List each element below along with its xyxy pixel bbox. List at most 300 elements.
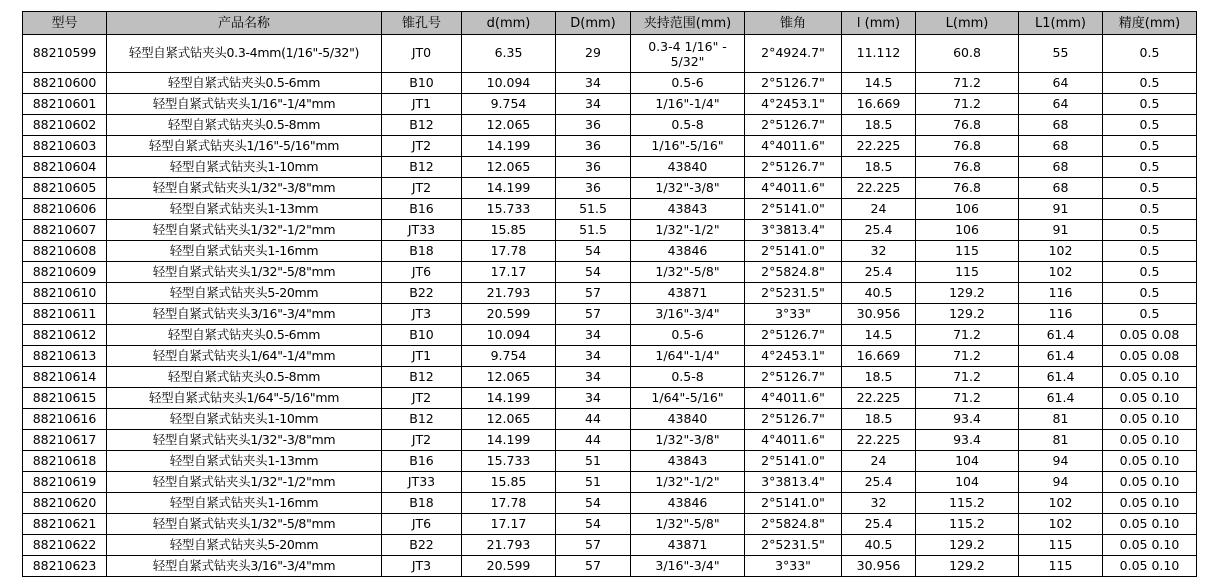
d-cell: 17.78 bbox=[462, 241, 556, 262]
l-cell: 30.956 bbox=[842, 304, 916, 325]
d-cell: 15.733 bbox=[462, 199, 556, 220]
product-name-cell: 轻型自紧式钻夹头1-13mm bbox=[107, 199, 382, 220]
l-cell: 14.5 bbox=[842, 73, 916, 94]
D-cell: 34 bbox=[556, 346, 631, 367]
L-cell: 104 bbox=[916, 472, 1019, 493]
taper-cell: B16 bbox=[382, 451, 462, 472]
d-cell: 12.065 bbox=[462, 115, 556, 136]
l-cell: 22.225 bbox=[842, 136, 916, 157]
d-cell: 10.094 bbox=[462, 73, 556, 94]
l-cell: 16.669 bbox=[842, 94, 916, 115]
precision-cell: 0.5 bbox=[1103, 136, 1197, 157]
L1-cell: 115 bbox=[1019, 535, 1103, 556]
L-cell: 115.2 bbox=[916, 493, 1019, 514]
D-cell: 44 bbox=[556, 430, 631, 451]
model-cell: 88210599 bbox=[23, 35, 107, 73]
taper-angle-cell: 4°4011.6" bbox=[745, 388, 842, 409]
clamp-range-cell: 1/32"-5/8" bbox=[631, 514, 745, 535]
precision-cell: 0.5 bbox=[1103, 73, 1197, 94]
taper-cell: B22 bbox=[382, 283, 462, 304]
col-header-L1: L1(mm) bbox=[1019, 12, 1103, 35]
clamp-range-cell: 43843 bbox=[631, 451, 745, 472]
taper-cell: JT2 bbox=[382, 136, 462, 157]
clamp-range-cell: 1/32"-1/2" bbox=[631, 472, 745, 493]
taper-cell: B18 bbox=[382, 493, 462, 514]
d-cell: 12.065 bbox=[462, 367, 556, 388]
clamp-range-cell: 1/32"-3/8" bbox=[631, 430, 745, 451]
precision-cell: 0.05 0.10 bbox=[1103, 367, 1197, 388]
taper-cell: B12 bbox=[382, 409, 462, 430]
taper-cell: JT0 bbox=[382, 35, 462, 73]
precision-cell: 0.5 bbox=[1103, 157, 1197, 178]
L-cell: 93.4 bbox=[916, 430, 1019, 451]
taper-angle-cell: 4°2453.1" bbox=[745, 94, 842, 115]
clamp-range-cell: 43840 bbox=[631, 157, 745, 178]
product-name-cell: 轻型自紧式钻夹头0.5-8mm bbox=[107, 115, 382, 136]
L1-cell: 68 bbox=[1019, 115, 1103, 136]
product-name-cell: 轻型自紧式钻夹头1/32"-1/2"mm bbox=[107, 472, 382, 493]
model-cell: 88210602 bbox=[23, 115, 107, 136]
d-cell: 17.17 bbox=[462, 514, 556, 535]
clamp-range-cell: 43846 bbox=[631, 241, 745, 262]
clamp-range-cell: 43846 bbox=[631, 493, 745, 514]
d-cell: 9.754 bbox=[462, 346, 556, 367]
d-cell: 20.599 bbox=[462, 304, 556, 325]
D-cell: 57 bbox=[556, 535, 631, 556]
D-cell: 54 bbox=[556, 262, 631, 283]
precision-cell: 0.5 bbox=[1103, 262, 1197, 283]
L1-cell: 116 bbox=[1019, 304, 1103, 325]
d-cell: 20.599 bbox=[462, 556, 556, 577]
col-header-L: L(mm) bbox=[916, 12, 1019, 35]
l-cell: 30.956 bbox=[842, 556, 916, 577]
D-cell: 51 bbox=[556, 451, 631, 472]
l-cell: 25.4 bbox=[842, 220, 916, 241]
L-cell: 104 bbox=[916, 451, 1019, 472]
precision-cell: 0.5 bbox=[1103, 304, 1197, 325]
clamp-range-cell: 43843 bbox=[631, 199, 745, 220]
precision-cell: 0.5 bbox=[1103, 241, 1197, 262]
model-cell: 88210616 bbox=[23, 409, 107, 430]
d-cell: 15.85 bbox=[462, 220, 556, 241]
L1-cell: 116 bbox=[1019, 283, 1103, 304]
model-cell: 88210617 bbox=[23, 430, 107, 451]
d-cell: 17.17 bbox=[462, 262, 556, 283]
taper-cell: JT2 bbox=[382, 178, 462, 199]
col-header-clamp-range: 夹持范围(mm) bbox=[631, 12, 745, 35]
L1-cell: 61.4 bbox=[1019, 325, 1103, 346]
taper-cell: JT33 bbox=[382, 220, 462, 241]
table-row bbox=[23, 535, 1197, 556]
L1-cell: 102 bbox=[1019, 493, 1103, 514]
l-cell: 40.5 bbox=[842, 283, 916, 304]
precision-cell: 0.5 bbox=[1103, 115, 1197, 136]
L1-cell: 61.4 bbox=[1019, 367, 1103, 388]
L-cell: 129.2 bbox=[916, 556, 1019, 577]
model-cell: 88210613 bbox=[23, 346, 107, 367]
col-header-taper: 锥孔号 bbox=[382, 12, 462, 35]
table-row bbox=[23, 220, 1197, 241]
L-cell: 76.8 bbox=[916, 157, 1019, 178]
clamp-range-cell: 1/16"-5/16" bbox=[631, 136, 745, 157]
model-cell: 88210603 bbox=[23, 136, 107, 157]
l-cell: 22.225 bbox=[842, 388, 916, 409]
taper-angle-cell: 3°3813.4" bbox=[745, 220, 842, 241]
product-name-cell: 轻型自紧式钻夹头5-20mm bbox=[107, 283, 382, 304]
taper-cell: B12 bbox=[382, 157, 462, 178]
model-cell: 88210619 bbox=[23, 472, 107, 493]
clamp-range-cell: 1/32"-3/8" bbox=[631, 178, 745, 199]
table-row bbox=[23, 304, 1197, 325]
L1-cell: 94 bbox=[1019, 451, 1103, 472]
taper-angle-cell: 3°33" bbox=[745, 556, 842, 577]
table-row bbox=[23, 451, 1197, 472]
precision-cell: 0.05 0.10 bbox=[1103, 514, 1197, 535]
precision-cell: 0.5 bbox=[1103, 220, 1197, 241]
model-cell: 88210600 bbox=[23, 73, 107, 94]
D-cell: 36 bbox=[556, 136, 631, 157]
l-cell: 40.5 bbox=[842, 535, 916, 556]
table-row bbox=[23, 283, 1197, 304]
D-cell: 51.5 bbox=[556, 199, 631, 220]
d-cell: 9.754 bbox=[462, 94, 556, 115]
L1-cell: 68 bbox=[1019, 157, 1103, 178]
precision-cell: 0.05 0.08 bbox=[1103, 325, 1197, 346]
taper-angle-cell: 2°5126.7" bbox=[745, 73, 842, 94]
D-cell: 36 bbox=[556, 178, 631, 199]
l-cell: 24 bbox=[842, 199, 916, 220]
D-cell: 34 bbox=[556, 325, 631, 346]
clamp-range-cell: 1/16"-1/4" bbox=[631, 94, 745, 115]
table-row bbox=[23, 35, 1197, 73]
taper-angle-cell: 2°5141.0" bbox=[745, 241, 842, 262]
D-cell: 57 bbox=[556, 304, 631, 325]
L-cell: 76.8 bbox=[916, 136, 1019, 157]
L-cell: 106 bbox=[916, 220, 1019, 241]
D-cell: 54 bbox=[556, 241, 631, 262]
product-name-cell: 轻型自紧式钻夹头1/64"-5/16"mm bbox=[107, 388, 382, 409]
model-cell: 88210623 bbox=[23, 556, 107, 577]
clamp-range-cell: 3/16"-3/4" bbox=[631, 304, 745, 325]
table-row bbox=[23, 430, 1197, 451]
taper-cell: B10 bbox=[382, 73, 462, 94]
precision-cell: 0.05 0.10 bbox=[1103, 556, 1197, 577]
table-row bbox=[23, 472, 1197, 493]
product-name-cell: 轻型自紧式钻夹头1/16"-1/4"mm bbox=[107, 94, 382, 115]
product-name-cell: 轻型自紧式钻夹头1/32"-5/8"mm bbox=[107, 514, 382, 535]
L1-cell: 64 bbox=[1019, 73, 1103, 94]
d-cell: 10.094 bbox=[462, 325, 556, 346]
d-cell: 17.78 bbox=[462, 493, 556, 514]
product-name-cell: 轻型自紧式钻夹头3/16"-3/4"mm bbox=[107, 556, 382, 577]
L1-cell: 102 bbox=[1019, 262, 1103, 283]
taper-cell: JT3 bbox=[382, 304, 462, 325]
precision-cell: 0.05 0.10 bbox=[1103, 388, 1197, 409]
model-cell: 88210612 bbox=[23, 325, 107, 346]
product-name-cell: 轻型自紧式钻夹头0.5-6mm bbox=[107, 325, 382, 346]
taper-angle-cell: 2°5126.7" bbox=[745, 325, 842, 346]
product-name-cell: 轻型自紧式钻夹头1-10mm bbox=[107, 409, 382, 430]
col-header-taper-angle: 锥角 bbox=[745, 12, 842, 35]
L-cell: 71.2 bbox=[916, 73, 1019, 94]
D-cell: 44 bbox=[556, 409, 631, 430]
l-cell: 25.4 bbox=[842, 514, 916, 535]
clamp-range-cell: 3/16"-3/4" bbox=[631, 556, 745, 577]
taper-angle-cell: 2°5141.0" bbox=[745, 493, 842, 514]
L-cell: 129.2 bbox=[916, 283, 1019, 304]
l-cell: 14.5 bbox=[842, 325, 916, 346]
product-name-cell: 轻型自紧式钻夹头1-16mm bbox=[107, 493, 382, 514]
table-row bbox=[23, 199, 1197, 220]
precision-cell: 0.5 bbox=[1103, 178, 1197, 199]
L-cell: 71.2 bbox=[916, 367, 1019, 388]
precision-cell: 0.5 bbox=[1103, 94, 1197, 115]
taper-angle-cell: 2°5824.8" bbox=[745, 514, 842, 535]
table-row bbox=[23, 73, 1197, 94]
product-name-cell: 轻型自紧式钻夹头1-16mm bbox=[107, 241, 382, 262]
D-cell: 51 bbox=[556, 472, 631, 493]
taper-angle-cell: 4°2453.1" bbox=[745, 346, 842, 367]
D-cell: 34 bbox=[556, 94, 631, 115]
l-cell: 25.4 bbox=[842, 262, 916, 283]
L-cell: 106 bbox=[916, 199, 1019, 220]
model-cell: 88210608 bbox=[23, 241, 107, 262]
L1-cell: 91 bbox=[1019, 220, 1103, 241]
D-cell: 54 bbox=[556, 514, 631, 535]
clamp-range-cell: 0.5-8 bbox=[631, 367, 745, 388]
product-name-cell: 轻型自紧式钻夹头1-13mm bbox=[107, 451, 382, 472]
product-name-cell: 轻型自紧式钻夹头1-10mm bbox=[107, 157, 382, 178]
col-header-D: D(mm) bbox=[556, 12, 631, 35]
model-cell: 88210604 bbox=[23, 157, 107, 178]
taper-angle-cell: 4°4011.6" bbox=[745, 136, 842, 157]
taper-angle-cell: 2°5231.5" bbox=[745, 535, 842, 556]
L-cell: 71.2 bbox=[916, 388, 1019, 409]
D-cell: 57 bbox=[556, 556, 631, 577]
d-cell: 14.199 bbox=[462, 388, 556, 409]
L1-cell: 102 bbox=[1019, 241, 1103, 262]
l-cell: 22.225 bbox=[842, 430, 916, 451]
product-name-cell: 轻型自紧式钻夹头0.3-4mm(1/16"-5/32") bbox=[107, 35, 382, 73]
D-cell: 36 bbox=[556, 157, 631, 178]
taper-angle-cell: 2°5824.8" bbox=[745, 262, 842, 283]
clamp-range-cell: 0.3-4 1/16" - 5/32" bbox=[631, 35, 745, 73]
clamp-range-cell: 1/64"-5/16" bbox=[631, 388, 745, 409]
model-cell: 88210606 bbox=[23, 199, 107, 220]
d-cell: 15.733 bbox=[462, 451, 556, 472]
clamp-range-cell: 43871 bbox=[631, 283, 745, 304]
l-cell: 22.225 bbox=[842, 178, 916, 199]
col-header-l: l (mm) bbox=[842, 12, 916, 35]
L-cell: 129.2 bbox=[916, 304, 1019, 325]
col-header-model: 型号 bbox=[23, 12, 107, 35]
model-cell: 88210622 bbox=[23, 535, 107, 556]
table-row bbox=[23, 556, 1197, 577]
d-cell: 12.065 bbox=[462, 409, 556, 430]
table-row bbox=[23, 115, 1197, 136]
table-row bbox=[23, 388, 1197, 409]
taper-cell: JT3 bbox=[382, 556, 462, 577]
L-cell: 115 bbox=[916, 262, 1019, 283]
d-cell: 14.199 bbox=[462, 430, 556, 451]
taper-angle-cell: 4°4011.6" bbox=[745, 178, 842, 199]
model-cell: 88210618 bbox=[23, 451, 107, 472]
col-header-product-name: 产品名称 bbox=[107, 12, 382, 35]
l-cell: 18.5 bbox=[842, 367, 916, 388]
model-cell: 88210601 bbox=[23, 94, 107, 115]
L1-cell: 68 bbox=[1019, 136, 1103, 157]
taper-angle-cell: 2°5126.7" bbox=[745, 115, 842, 136]
taper-cell: JT2 bbox=[382, 430, 462, 451]
table-row bbox=[23, 157, 1197, 178]
L1-cell: 81 bbox=[1019, 409, 1103, 430]
D-cell: 29 bbox=[556, 35, 631, 73]
taper-cell: B12 bbox=[382, 115, 462, 136]
model-cell: 88210605 bbox=[23, 178, 107, 199]
taper-angle-cell: 2°5141.0" bbox=[745, 451, 842, 472]
taper-angle-cell: 2°5231.5" bbox=[745, 283, 842, 304]
L1-cell: 61.4 bbox=[1019, 346, 1103, 367]
table-row bbox=[23, 367, 1197, 388]
precision-cell: 0.05 0.10 bbox=[1103, 451, 1197, 472]
model-cell: 88210614 bbox=[23, 367, 107, 388]
D-cell: 36 bbox=[556, 115, 631, 136]
L1-cell: 55 bbox=[1019, 35, 1103, 73]
taper-cell: JT6 bbox=[382, 262, 462, 283]
product-name-cell: 轻型自紧式钻夹头0.5-6mm bbox=[107, 73, 382, 94]
product-name-cell: 轻型自紧式钻夹头1/32"-1/2"mm bbox=[107, 220, 382, 241]
table-row bbox=[23, 346, 1197, 367]
clamp-range-cell: 0.5-8 bbox=[631, 115, 745, 136]
d-cell: 14.199 bbox=[462, 136, 556, 157]
taper-cell: JT2 bbox=[382, 388, 462, 409]
product-name-cell: 轻型自紧式钻夹头1/16"-5/16"mm bbox=[107, 136, 382, 157]
d-cell: 15.85 bbox=[462, 472, 556, 493]
clamp-range-cell: 0.5-6 bbox=[631, 325, 745, 346]
D-cell: 34 bbox=[556, 367, 631, 388]
taper-cell: B18 bbox=[382, 241, 462, 262]
l-cell: 32 bbox=[842, 493, 916, 514]
model-cell: 88210607 bbox=[23, 220, 107, 241]
table-row bbox=[23, 262, 1197, 283]
spec-table bbox=[22, 11, 1197, 577]
taper-angle-cell: 2°5126.7" bbox=[745, 409, 842, 430]
taper-cell: JT33 bbox=[382, 472, 462, 493]
product-name-cell: 轻型自紧式钻夹头5-20mm bbox=[107, 535, 382, 556]
model-cell: 88210621 bbox=[23, 514, 107, 535]
taper-cell: B10 bbox=[382, 325, 462, 346]
taper-angle-cell: 2°5126.7" bbox=[745, 367, 842, 388]
table-row bbox=[23, 241, 1197, 262]
precision-cell: 0.5 bbox=[1103, 35, 1197, 73]
model-cell: 88210620 bbox=[23, 493, 107, 514]
L-cell: 115.2 bbox=[916, 514, 1019, 535]
precision-cell: 0.05 0.10 bbox=[1103, 535, 1197, 556]
taper-angle-cell: 2°5141.0" bbox=[745, 199, 842, 220]
taper-cell: JT1 bbox=[382, 94, 462, 115]
L-cell: 60.8 bbox=[916, 35, 1019, 73]
D-cell: 34 bbox=[556, 73, 631, 94]
taper-angle-cell: 2°5126.7" bbox=[745, 157, 842, 178]
d-cell: 14.199 bbox=[462, 178, 556, 199]
model-cell: 88210609 bbox=[23, 262, 107, 283]
L1-cell: 102 bbox=[1019, 514, 1103, 535]
l-cell: 25.4 bbox=[842, 472, 916, 493]
clamp-range-cell: 0.5-6 bbox=[631, 73, 745, 94]
precision-cell: 0.05 0.10 bbox=[1103, 472, 1197, 493]
precision-cell: 0.05 0.10 bbox=[1103, 409, 1197, 430]
product-name-cell: 轻型自紧式钻夹头1/32"-5/8"mm bbox=[107, 262, 382, 283]
precision-cell: 0.5 bbox=[1103, 199, 1197, 220]
taper-cell: B12 bbox=[382, 367, 462, 388]
l-cell: 18.5 bbox=[842, 157, 916, 178]
clamp-range-cell: 1/32"-5/8" bbox=[631, 262, 745, 283]
table-row bbox=[23, 325, 1197, 346]
table-row bbox=[23, 493, 1197, 514]
col-header-precision: 精度(mm) bbox=[1103, 12, 1197, 35]
l-cell: 32 bbox=[842, 241, 916, 262]
model-cell: 88210611 bbox=[23, 304, 107, 325]
L1-cell: 61.4 bbox=[1019, 388, 1103, 409]
d-cell: 21.793 bbox=[462, 283, 556, 304]
l-cell: 24 bbox=[842, 451, 916, 472]
taper-angle-cell: 2°4924.7" bbox=[745, 35, 842, 73]
model-cell: 88210610 bbox=[23, 283, 107, 304]
clamp-range-cell: 43871 bbox=[631, 535, 745, 556]
L1-cell: 91 bbox=[1019, 199, 1103, 220]
product-name-cell: 轻型自紧式钻夹头1/32"-3/8"mm bbox=[107, 430, 382, 451]
clamp-range-cell: 1/32"-1/2" bbox=[631, 220, 745, 241]
L-cell: 115 bbox=[916, 241, 1019, 262]
col-header-d: d(mm) bbox=[462, 12, 556, 35]
taper-cell: JT6 bbox=[382, 514, 462, 535]
D-cell: 51.5 bbox=[556, 220, 631, 241]
d-cell: 12.065 bbox=[462, 157, 556, 178]
L-cell: 71.2 bbox=[916, 346, 1019, 367]
D-cell: 34 bbox=[556, 388, 631, 409]
header-row bbox=[23, 12, 1197, 35]
taper-angle-cell: 4°4011.6" bbox=[745, 430, 842, 451]
precision-cell: 0.5 bbox=[1103, 283, 1197, 304]
model-cell: 88210615 bbox=[23, 388, 107, 409]
l-cell: 18.5 bbox=[842, 409, 916, 430]
d-cell: 6.35 bbox=[462, 35, 556, 73]
L-cell: 93.4 bbox=[916, 409, 1019, 430]
taper-angle-cell: 3°33" bbox=[745, 304, 842, 325]
clamp-range-cell: 1/64"-1/4" bbox=[631, 346, 745, 367]
d-cell: 21.793 bbox=[462, 535, 556, 556]
product-name-cell: 轻型自紧式钻夹头1/32"-3/8"mm bbox=[107, 178, 382, 199]
table-row bbox=[23, 514, 1197, 535]
product-name-cell: 轻型自紧式钻夹头3/16"-3/4"mm bbox=[107, 304, 382, 325]
table-row bbox=[23, 94, 1197, 115]
D-cell: 57 bbox=[556, 283, 631, 304]
L1-cell: 115 bbox=[1019, 556, 1103, 577]
taper-angle-cell: 3°3813.4" bbox=[745, 472, 842, 493]
D-cell: 54 bbox=[556, 493, 631, 514]
taper-cell: JT1 bbox=[382, 346, 462, 367]
product-name-cell: 轻型自紧式钻夹头1/64"-1/4"mm bbox=[107, 346, 382, 367]
table-row bbox=[23, 178, 1197, 199]
l-cell: 18.5 bbox=[842, 115, 916, 136]
table-row bbox=[23, 409, 1197, 430]
L1-cell: 64 bbox=[1019, 94, 1103, 115]
precision-cell: 0.05 0.08 bbox=[1103, 346, 1197, 367]
L-cell: 71.2 bbox=[916, 94, 1019, 115]
table-row bbox=[23, 136, 1197, 157]
L-cell: 71.2 bbox=[916, 325, 1019, 346]
l-cell: 11.112 bbox=[842, 35, 916, 73]
